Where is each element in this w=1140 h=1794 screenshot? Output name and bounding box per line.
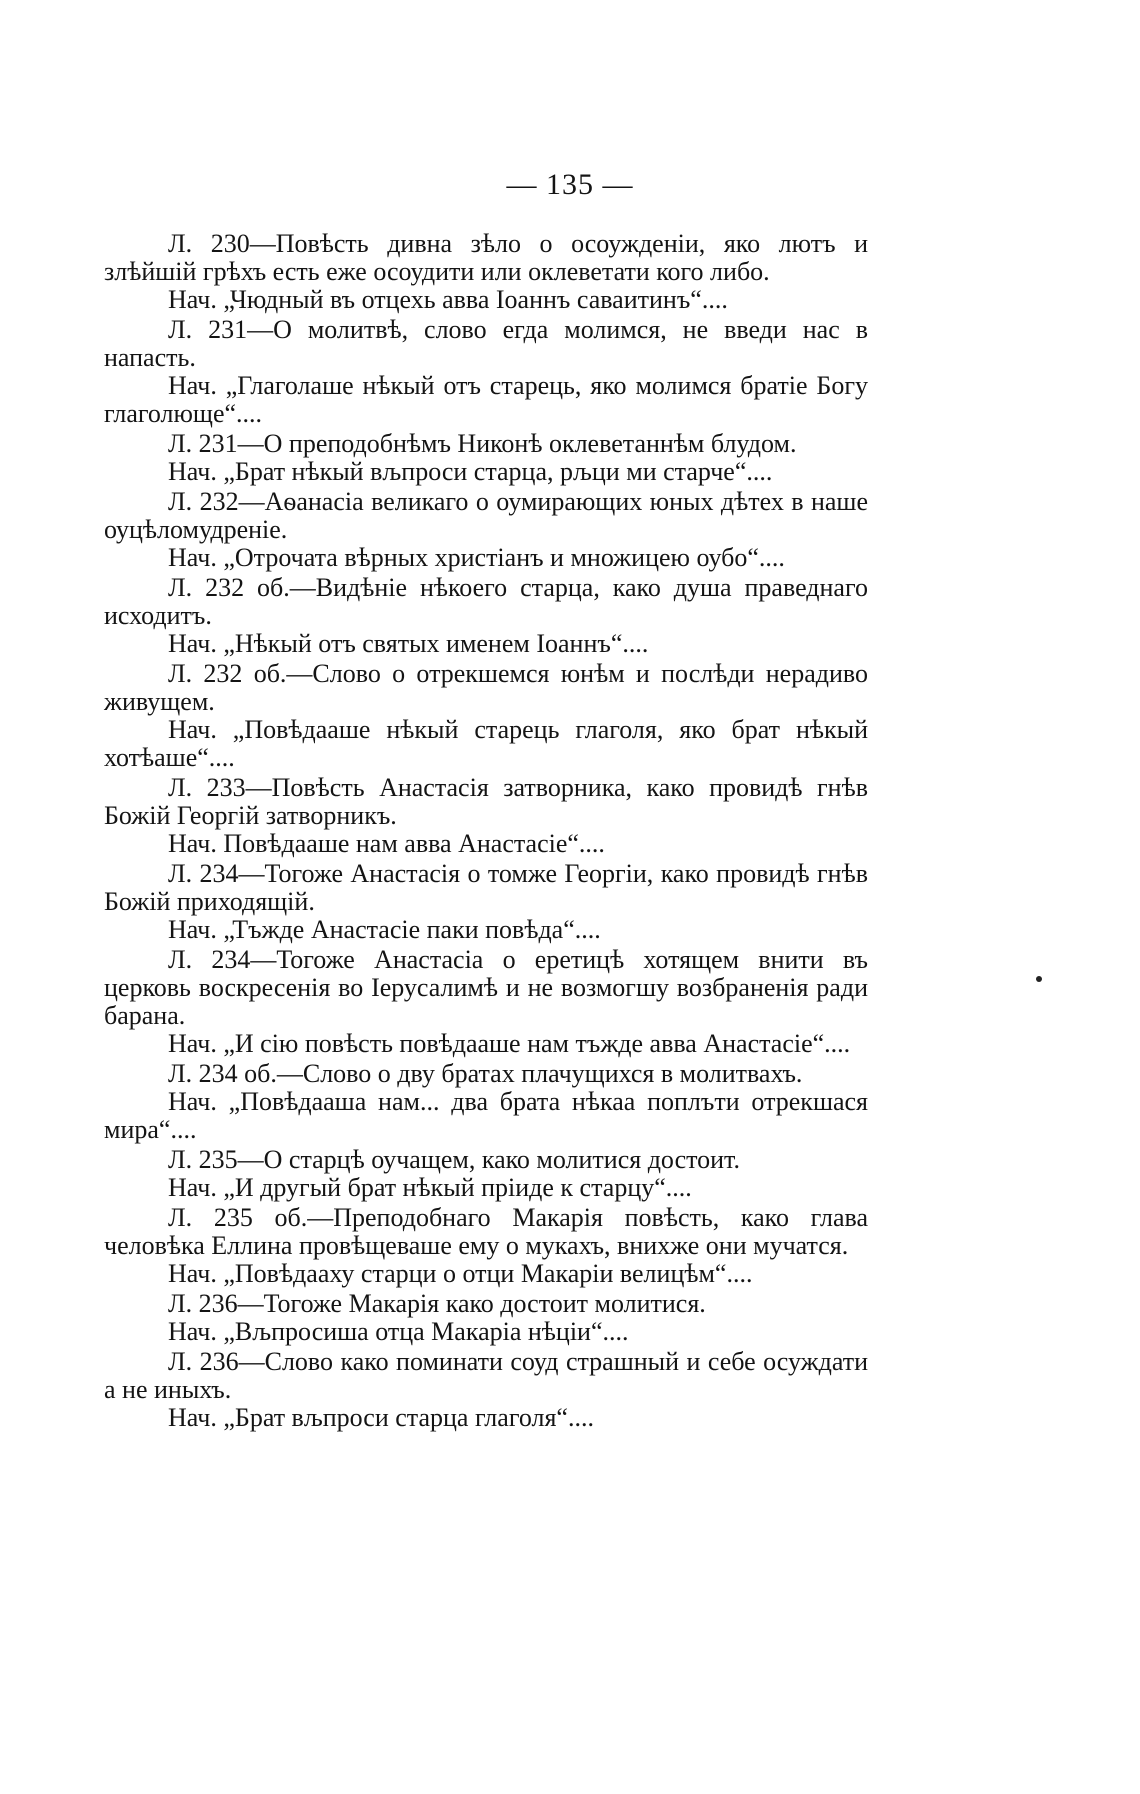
page-number: — 135 — <box>506 168 634 201</box>
entry-incipit: Нач. „Повѣдааша нам... два брата нѣкаа поплъти отрекшася мира“.... <box>104 1087 868 1144</box>
entry-heading: Л. 236—Слово како поминати соуд страшный и себе осуждати а не иныхъ. <box>104 1347 868 1404</box>
entry-heading: Л. 232 об.—Видѣніе нѣкоего старца, како душа праведнаго исходитъ. <box>104 573 868 630</box>
catalog-entries <box>104 230 868 1434</box>
catalog-entry <box>104 1348 868 1432</box>
catalog-entry <box>104 488 868 572</box>
entry-incipit: Нач. „Нѣкый отъ святых именем Іоаннъ“.... <box>168 629 649 658</box>
entry-heading: Л. 232 об.—Слово о отрекшемся юнѣм и послѣди нерадиво живущем. <box>104 659 868 716</box>
entry-incipit: Нач. Повѣдааше нам авва Анастасіе“.... <box>168 829 605 858</box>
entry-heading: Л. 235—О старцѣ оучащем, како молитися достоит. <box>168 1145 740 1174</box>
print-speck <box>1036 976 1042 982</box>
entry-heading: Л. 234—Тогоже Анастасіа о еретицѣ хотящем внити въ церковь воскресенія во Іерусалимѣ и не возмогшу возбраненія ради барана. <box>104 945 868 1030</box>
catalog-entry <box>104 230 868 314</box>
entry-heading: Л. 232—Аѳанасіа великаго о оумирающих юных дѣтех в наше оуцѣломудреніе. <box>104 487 868 544</box>
catalog-entry <box>104 660 868 772</box>
catalog-entry <box>104 1204 868 1288</box>
entry-heading: Л. 235 об.—Преподобнаго Макарія повѣсть, како глава человѣка Еллина провѣщеваше ему о мукахъ, внихже они мучатся. <box>104 1203 868 1260</box>
entry-heading: Л. 231—О молитвѣ, слово егда молимся, не введи нас в напасть. <box>104 315 868 372</box>
entry-heading: Л. 230—Повѣсть дивна зѣло о осоужденіи, яко лютъ и злѣйшій грѣхъ есть еже осоудити или оклеветати кого либо. <box>104 229 868 286</box>
entry-incipit: Нач. „Отрочата вѣрных христіанъ и множицею оубо“.... <box>168 543 785 572</box>
catalog-entry <box>104 1146 868 1202</box>
catalog-entry <box>104 860 868 944</box>
entry-heading: Л. 233—Повѣсть Анастасія затворника, како провидѣ гнѣв Божій Георгій затворникъ. <box>104 773 868 830</box>
entry-incipit: Нач. „Чюдный въ отцехь авва Іоаннъ саваитинъ“.... <box>168 285 728 314</box>
catalog-entry <box>104 574 868 658</box>
entry-incipit: Нач. „Вљпросиша отца Макаріа нѣціи“.... <box>168 1317 629 1346</box>
entry-heading: Л. 231—О преподобнѣмъ Никонѣ оклеветаннѣм блудом. <box>168 429 797 458</box>
catalog-entry <box>104 1060 868 1144</box>
entry-incipit: Нач. „И другый брат нѣкый пріиде к старцу“.... <box>168 1173 692 1202</box>
catalog-entry <box>104 430 868 486</box>
catalog-entry <box>104 774 868 858</box>
entry-incipit: Нач. „И сію повѣсть повѣдааше нам тъжде авва Анастасіе“.... <box>168 1029 851 1058</box>
catalog-entry <box>104 946 868 1058</box>
entry-incipit: Нач. „Повѣдааше нѣкый старець глаголя, яко брат нѣкый хотѣаше“.... <box>104 715 868 772</box>
entry-incipit: Нач. „Брат нѣкый вљпроси старца, рљци ми старче“.... <box>168 457 773 486</box>
catalog-entry <box>104 1290 868 1346</box>
catalog-entry <box>104 316 868 428</box>
entry-heading: Л. 236—Тогоже Макарія како достоит молитися. <box>168 1289 706 1318</box>
entry-incipit: Нач. „Повѣдааху старци о отци Макаріи велицѣм“.... <box>168 1259 753 1288</box>
entry-heading: Л. 234—Тогоже Анастасія о томже Георгіи, како провидѣ гнѣв Божій приходящій. <box>104 859 868 916</box>
entry-incipit: Нач. „Глаголаше нѣкый отъ старець, яко молимся братіе Богу глаголюще“.... <box>104 371 868 428</box>
entry-incipit: Нач. „Брат вљпроси старца глаголя“.... <box>168 1403 594 1432</box>
entry-heading: Л. 234 об.—Слово о дву братах плачущихся в молитвахъ. <box>168 1059 803 1088</box>
entry-incipit: Нач. „Тъжде Анастасіе паки повѣда“.... <box>168 915 601 944</box>
